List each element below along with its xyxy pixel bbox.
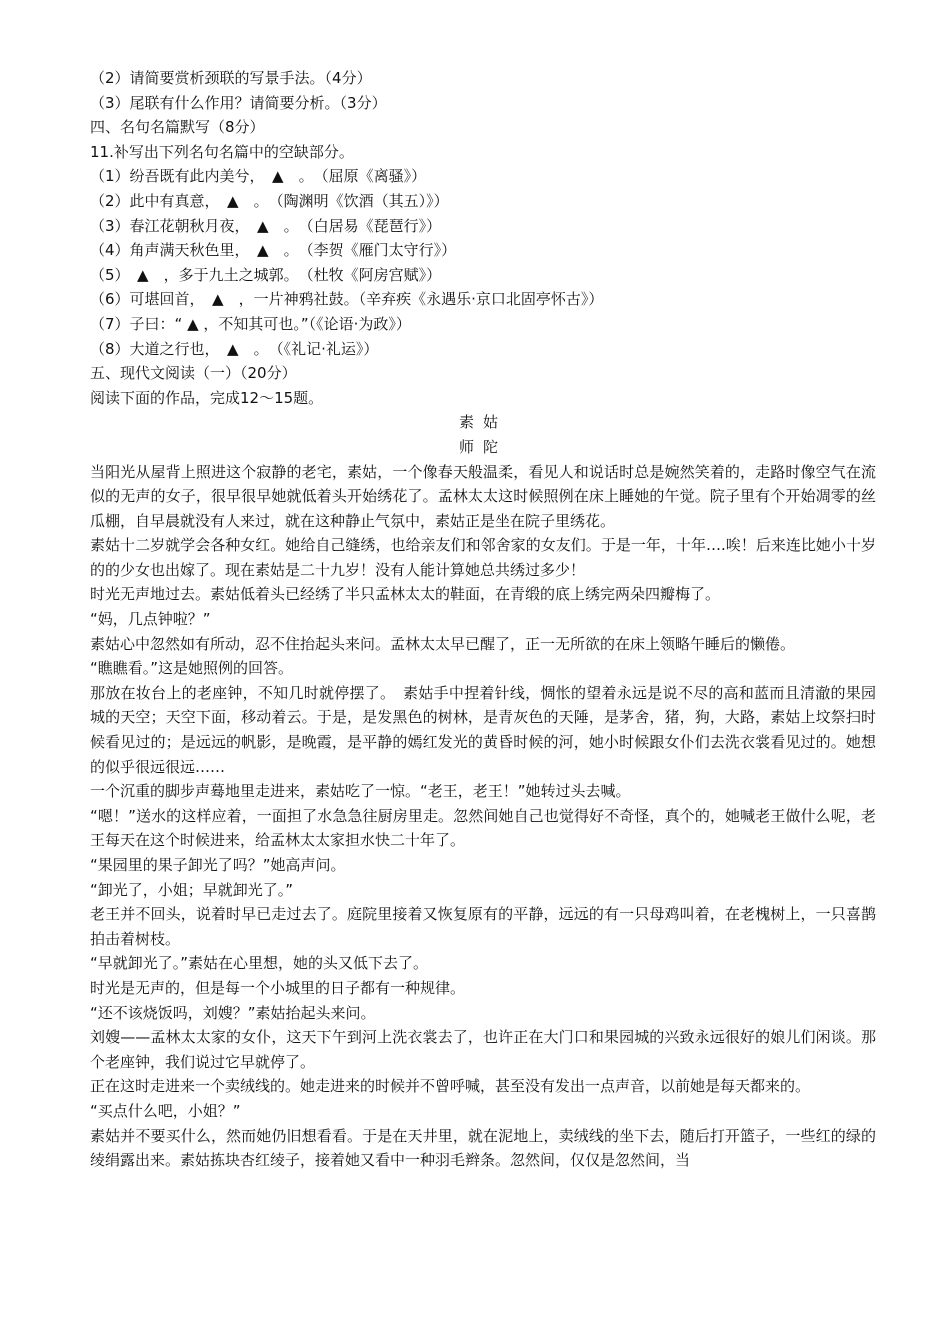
story-paragraph: “妈，几点钟啦？” xyxy=(90,610,211,629)
story-paragraph: “卸光了，小姐；早就卸光了。” xyxy=(90,880,294,899)
recitation-item-6: （6）可堪回首， ▲ ，一片神鸦社鼓。（辛弃疾《永遇乐·京口北固亭怀古》） xyxy=(90,290,604,309)
recitation-item-5: （5） ▲ ，多于九土之城郭。 （杜牧《阿房宫赋》） xyxy=(90,265,442,284)
section-5-heading: 五、现代文阅读（一）（20分） xyxy=(90,364,297,383)
story-paragraph: “嗯！”送水的这样应着，一面担了水急急往厨房里走。忽然间她自己也觉得好不奇怪，真个的，她喊老王做什么呢，老王每天在这个时候进来，给孟林太太家担水快二十年了。 xyxy=(90,806,876,850)
recitation-item-7: （7）子曰：“ ▲ ，不知其可也。”（《论语·为政》） xyxy=(90,314,411,333)
recitation-item-3: （3）春江花朝秋月夜， ▲ 。 （白居易《琵琶行》） xyxy=(90,216,442,235)
recitation-item-8: （8）大道之行也， ▲ 。 （《礼记·礼运》） xyxy=(90,339,379,358)
story-paragraph: “还不该烧饭吗，刘嫂？”素姑抬起头来问。 xyxy=(90,1003,376,1022)
section-4-heading: 四、名句名篇默写（8分） xyxy=(90,118,265,137)
story-paragraph: “买点什么吧，小姐？” xyxy=(90,1101,241,1120)
story-paragraph: 素姑并不要买什么，然而她仍旧想看看。于是在天井里，就在泥地上，卖绒线的坐下去，随后打开篮子，一些红的绿的绫绢露出来。素姑拣块杏红绫子，接着她又看中一种羽毛辫条。忽然间，仅仅是忽然间，当 xyxy=(90,1126,876,1170)
question-2: （2）请简要赏析颈联的写景手法。（4分） xyxy=(90,69,372,87)
story-paragraph: “瞧瞧看。”这是她照例的回答。 xyxy=(90,659,294,678)
story-paragraph: 时光是无声的，但是每一个小城里的日子都有一种规律。 xyxy=(90,978,466,997)
story-paragraph: 时光无声地过去。素姑低着头已经绣了半只孟林太太的鞋面，在青缎的底上绣完两朵四瓣梅了。 xyxy=(90,585,721,604)
story-paragraph: 那放在妆台上的老座钟，不知几时就停摆了。 素姑手中捏着针线，惆怅的望着永远是说不尽的高和蓝而且清澈的果园城的天空；天空下面，移动着云。于是，是发黑色的树林，是青灰色的天陲，是茅舍，猪，狗，大路，素姑上坟祭扫时候看见过的；是远远的帆影，是晚霞，是平静的嫣红发光的黄昏时候的河，她小时候跟女仆们去洗衣裳看见过的。她想的似乎很远很远…… xyxy=(90,683,876,776)
recitation-item-2: （2）此中有真意， ▲ 。 （陶渊明《饮酒（其五）》） xyxy=(90,191,449,210)
story-paragraph: 当阳光从屋背上照进这个寂静的老宅，素姑，一个像春天般温柔，看见人和说话时总是婉然笑着的，走路时像空气在流似的无声的女子，很早很早她就低着头开始绣花了。孟林太太这时候照例在床上睡她的午觉。院子里有个开始凋零的丝瓜棚，自早晨就没有人来过，就在这种静止气氛中，素姑正是坐在院子里绣花。 xyxy=(90,462,876,530)
section-4-instruction: 11.补写出下列名句名篇中的空缺部分。 xyxy=(90,142,354,161)
story-paragraph: “早就卸光了。”素姑在心里想，她的头又低下去了。 xyxy=(90,954,429,973)
story-paragraph: 素姑心中忽然如有所动，忍不住抬起头来问。孟林太太早已醒了，正一无所欲的在床上领略午睡后的懒倦。 xyxy=(90,634,796,653)
story-paragraph: 刘嫂——孟林太太家的女仆，这天下午到河上洗衣裳去了，也许正在大门口和果园城的兴致永远很好的娘儿们闲谈。那个老座钟，我们说过它早就停了。 xyxy=(90,1028,876,1071)
story-title: 素姑 xyxy=(458,413,507,432)
story-paragraph: 一个沉重的脚步声蓦地里走进来，素姑吃了一惊。“老王，老王！”她转过头去喊。 xyxy=(90,782,631,801)
recitation-item-4: （4）角声满天秋色里， ▲ 。 （李贺《雁门太守行》） xyxy=(90,241,457,260)
section-5-instruction: 阅读下面的作品，完成12～15题。 xyxy=(90,388,324,407)
story-paragraph: 素姑十二岁就学会各种女红。她给自己缝绣，也给亲友们和邻舍家的女友们。于是一年，十年….唉！后来连比她小十岁的的少女也出嫁了。现在素姑是二十九岁！没有人能计算她总共绣过多少！ xyxy=(90,536,876,579)
story-author: 师陀 xyxy=(458,437,507,456)
recitation-item-1: （1）纷吾既有此内美兮， ▲ 。 （屈原《离骚》） xyxy=(90,167,427,186)
story-paragraph: “果园里的果子卸光了吗？”她高声问。 xyxy=(90,856,346,874)
exam-page xyxy=(90,66,876,1173)
question-3: （3）尾联有什么作用？请简要分析。（3分） xyxy=(90,93,387,112)
story-paragraph: 正在这时走进来一个卖绒线的。她走进来的时候并不曾呼喊，甚至没有发出一点声音，以前她是每天都来的。 xyxy=(90,1077,811,1096)
story-paragraph: 老王并不回头，说着时早已走过去了。庭院里接着又恢复原有的平静，远远的有一只母鸡叫着，在老槐树上，一只喜鹊拍击着树枝。 xyxy=(90,905,876,948)
